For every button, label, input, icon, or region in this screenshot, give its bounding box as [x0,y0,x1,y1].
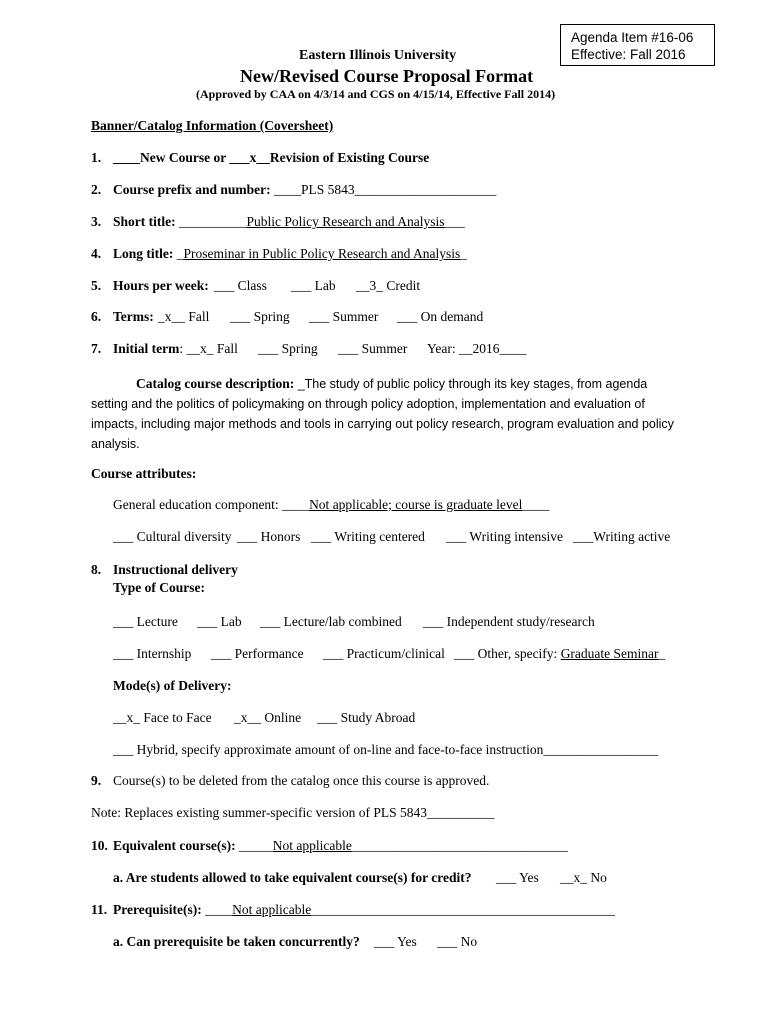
mode-hybrid: ___ Hybrid, specify approximate amount of on-line and face-to-face instruction_________________ [113,742,659,757]
approval-note: (Approved by CAA on 4/3/14 and CGS on 4/15/14, Effective Fall 2014) [196,87,556,101]
concurrent-yes: ___ Yes [374,934,417,949]
course-prefix-label: Course prefix and number: [113,182,271,197]
hours-credit: __3_ Credit [356,278,421,293]
long-title-value: Proseminar in Public Policy Research and Analysis [183,246,461,261]
short-title-suffix: ___ [444,214,465,229]
initial-term-label: Initial term [113,341,180,356]
long-title-row [113,246,467,262]
initial-term-summer: ___ Summer [338,341,408,356]
terms-fall: _x__ Fall [158,309,210,324]
type-performance: ___ Performance [211,646,304,661]
initial-term-spring: ___ Spring [258,341,318,356]
attr-writing-intensive: ___ Writing intensive [446,529,563,544]
prerequisites-suffix: _____________________________________________ [311,902,615,917]
catalog-description [91,374,681,454]
course-prefix-row [113,182,496,198]
equivalent-courses-value: Not applicable [272,838,352,853]
mode-study-abroad: ___ Study Abroad [317,710,416,725]
gened-row [113,497,549,513]
initial-term-fall: : __x_ Fall [179,341,238,356]
page-title: New/Revised Course Proposal Format [240,66,534,86]
initial-term-row [113,341,238,357]
type-lab: ___ Lab [197,614,242,629]
item-9-text: Course(s) to be deleted from the catalog once this course is approved. [113,773,490,788]
mode-face-to-face: __x_ Face to Face [113,710,212,725]
type-other-suffix: _ [658,646,666,661]
initial-term-year: Year: __2016____ [427,341,527,356]
catalog-description-label: Catalog course description: [136,376,295,391]
type-of-course-label: Type of Course: [113,580,205,595]
equivalent-credit-yes: ___ Yes [496,870,539,885]
item-9-number: 9. [91,773,102,788]
item-4-number: 4. [91,246,102,261]
short-title-value: Public Policy Research and Analysis [246,214,445,229]
instructional-delivery-heading: Instructional delivery [113,562,238,577]
attr-writing-active: ___Writing active [573,529,671,544]
type-practicum: ___ Practicum/clinical [323,646,445,661]
effective-label: Effective: Fall 2016 [571,47,686,62]
type-other-label: ___ Other, specify: [454,646,558,661]
type-other-value: Graduate Seminar [560,646,659,661]
terms-label: Terms: [113,309,154,324]
hours-lab: ___ Lab [291,278,336,293]
long-title-suffix: _ [460,246,467,261]
course-attributes-heading: Course attributes: [91,466,197,481]
replacement-note: Note: Replaces existing summer-specific version of PLS 5843__________ [91,805,495,820]
type-other-row [454,646,665,662]
university-name: Eastern Illinois University [299,48,457,63]
course-prefix-value: ____PLS 5843_____________________ [274,182,497,197]
attr-cultural-diversity: ___ Cultural diversity [113,529,232,544]
gened-label: General education component: ____ [113,497,310,512]
equivalent-credit-question: a. Are students allowed to take equivalent course(s) for credit? [113,870,472,885]
prerequisites-label: Prerequisite(s): [113,902,202,917]
section-heading: Banner/Catalog Information (Coversheet) [91,118,334,133]
attr-honors: ___ Honors [237,529,301,544]
agenda-item-label: Agenda Item #16-06 [571,30,694,45]
mode-online: _x__ Online [234,710,302,725]
concurrent-no: ___ No [437,934,478,949]
item-8-number: 8. [91,562,102,577]
long-title-prefix: _ [176,246,184,261]
equivalent-courses-row [113,838,568,854]
modes-of-delivery-label: Mode(s) of Delivery: [113,678,232,693]
item-1-text: ____New Course or ___x__Revision of Existing Course [113,150,430,165]
terms-on-demand: ___ On demand [397,309,484,324]
short-title-prefix: __________ [178,214,247,229]
gened-suffix: ____ [522,497,550,512]
gened-value: Not applicable; course is graduate level [309,497,523,512]
type-lecture-lab: ___ Lecture/lab combined [260,614,402,629]
equivalent-courses-label: Equivalent course(s): [113,838,236,853]
type-lecture: ___ Lecture [113,614,178,629]
type-internship: ___ Internship [113,646,192,661]
equivalent-courses-prefix: _____ [239,838,273,853]
agenda-box [560,24,715,66]
attr-writing-centered: ___ Writing centered [311,529,425,544]
terms-summer: ___ Summer [309,309,379,324]
item-10-number: 10. [91,838,108,853]
item-2-number: 2. [91,182,102,197]
type-independent-study: ___ Independent study/research [423,614,595,629]
concurrent-question: a. Can prerequisite be taken concurrently? [113,934,360,949]
item-6-number: 6. [91,309,102,324]
catalog-description-text: _The study of public policy through its key stages, from agenda setting and the politics of policymaking on through policy adoption, implementation and evaluation of impacts, including major methods and tools in carrying out policy research, program evaluation and policy analysis. [91,377,674,451]
hours-label: Hours per week: [113,278,209,293]
long-title-label: Long title: [113,246,174,261]
terms-spring: ___ Spring [230,309,290,324]
item-11-number: 11. [91,902,108,917]
hours-class: ___ Class [214,278,267,293]
item-7-number: 7. [91,341,102,356]
item-5-number: 5. [91,278,102,293]
equivalent-credit-no: __x_ No [560,870,607,885]
equivalent-courses-suffix: ________________________________ [351,838,568,853]
item-3-number: 3. [91,214,102,229]
prerequisites-row [113,902,615,918]
short-title-label: Short title: [113,214,176,229]
item-1-number: 1. [91,150,102,165]
prerequisites-prefix: ____ [205,902,233,917]
short-title-row [113,214,465,230]
prerequisites-value: Not applicable [232,902,312,917]
